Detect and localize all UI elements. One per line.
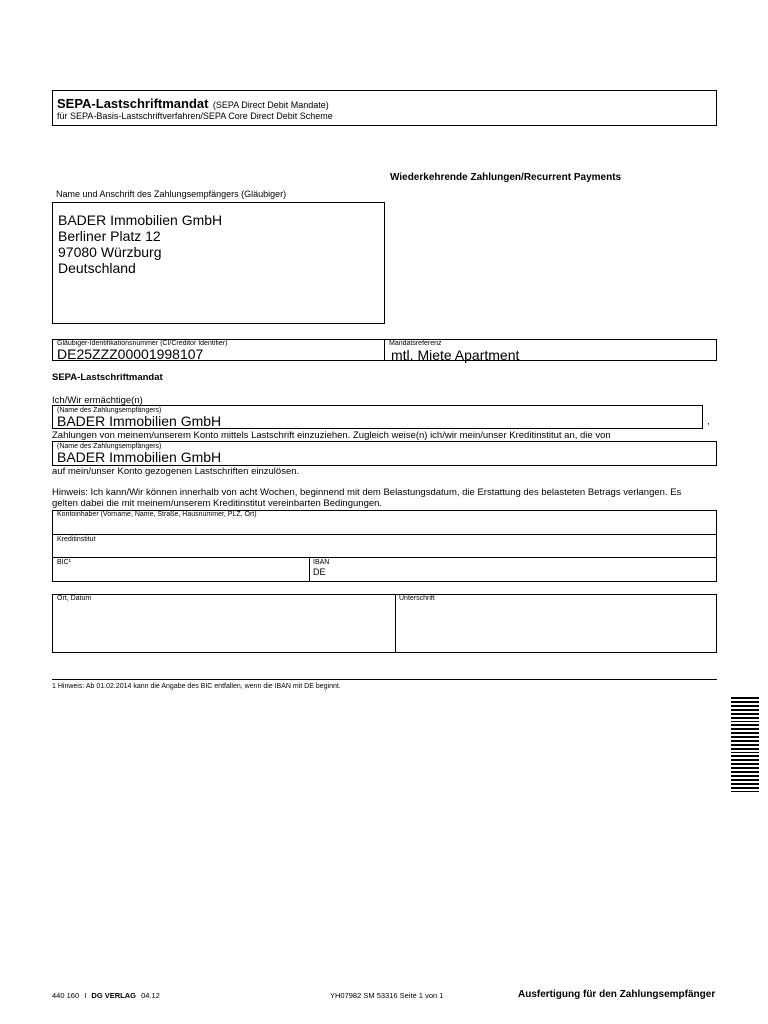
creditor-id-label: Gläubiger-Identifikationsnummer (CI/Creditor Identifier) <box>57 340 228 347</box>
bic-field[interactable] <box>53 566 308 581</box>
doc-code: YH07982 SM 53316 Seite 1 von 1 <box>330 991 444 1000</box>
footer-left <box>52 991 160 1000</box>
payment-type: Wiederkehrende Zahlungen/Recurrent Payments <box>390 172 622 183</box>
bank-label: Kreditinstitut <box>57 536 96 543</box>
footer-separator: I <box>84 991 87 1000</box>
mandate-ref-label: Mandatsreferenz <box>389 340 442 347</box>
publisher-logo: DG VERLAG <box>91 991 136 1000</box>
form-number: 440 160 <box>52 991 80 1000</box>
form-date: 04.12 <box>141 991 160 1000</box>
iban-field[interactable]: DE <box>313 567 326 577</box>
section-heading: SEPA-Lastschriftmandat <box>52 372 163 383</box>
mandate-ref-field[interactable]: mtl. Miete Apartment <box>391 347 520 363</box>
header-box <box>52 90 717 126</box>
creditor-address-box[interactable] <box>52 202 385 324</box>
hint-text-line1: Hinweis: Ich kann/Wir können innerhalb von acht Wochen, beginnend mit dem Belastungsdatum, die Erstattung des belasteten Betrags verlangen. Es <box>52 487 682 498</box>
creditor-country: Deutschland <box>58 260 136 276</box>
iban-label: IBAN <box>313 559 330 566</box>
signature-field[interactable] <box>397 603 716 652</box>
payee2-name-label: (Name des Zahlungsempfängers) <box>57 443 162 450</box>
bic-label: BIC¹ <box>57 559 71 566</box>
instruction-text: Zahlungen von meinem/unserem Konto mittels Lastschrift einzuziehen. Zugleich weise(n) ich/wir mein/unser Kreditinstitut an, die von <box>52 430 611 441</box>
creditor-city: 97080 Würzburg <box>58 244 162 260</box>
payee-name-value: BADER Immobilien GmbH <box>57 413 222 429</box>
payee-name-label: (Name des Zahlungsempfängers) <box>57 407 162 414</box>
account-holder-label: Kontoinhaber (Vorname, Name, Straße, Hausnummer, PLZ, Ort) <box>57 511 257 518</box>
redeem-text: auf mein/unser Konto gezogenen Lastschriften einzulösen. <box>52 466 300 477</box>
form-title-english: (SEPA Direct Debit Mandate) <box>212 100 329 110</box>
payee-name-box-2[interactable] <box>52 441 717 466</box>
account-holder-field[interactable] <box>53 518 716 533</box>
creditor-street: Berliner Platz 12 <box>58 228 161 244</box>
payee-name-box[interactable] <box>52 405 703 429</box>
footnote: 1 Hinweis: Ab 01.02.2014 kann die Angabe des BIC entfallen, wenn die IBAN mit DE beginnt. <box>52 683 341 690</box>
creditor-id-field[interactable]: DE25ZZZ00001998107 <box>57 346 204 362</box>
place-date-field[interactable] <box>53 603 394 652</box>
creditor-name: BADER Immobilien GmbH <box>58 212 223 228</box>
form-title: SEPA-Lastschriftmandat <box>57 96 209 111</box>
payee2-name-value: BADER Immobilien GmbH <box>57 449 222 465</box>
copy-label: Ausfertigung für den Zahlungsempfänger <box>518 989 716 1000</box>
payee-comma: , <box>707 416 710 427</box>
signature-label: Unterschrift <box>399 595 435 602</box>
form-subtitle: für SEPA-Basis-Lastschriftverfahren/SEPA Core Direct Debit Scheme <box>57 111 333 121</box>
bank-field[interactable] <box>53 543 716 556</box>
authorize-text: Ich/Wir ermächtige(n) <box>52 395 143 406</box>
place-date-label: Ort, Datum <box>57 595 92 602</box>
barcode-marks <box>731 697 759 794</box>
hint-text-line2: gelten dabei die mit meinem/unserem Kreditinstitut vereinbarten Bedingungen. <box>52 498 383 509</box>
creditor-label: Name und Anschrift des Zahlungsempfängers (Gläubiger) <box>56 189 287 199</box>
